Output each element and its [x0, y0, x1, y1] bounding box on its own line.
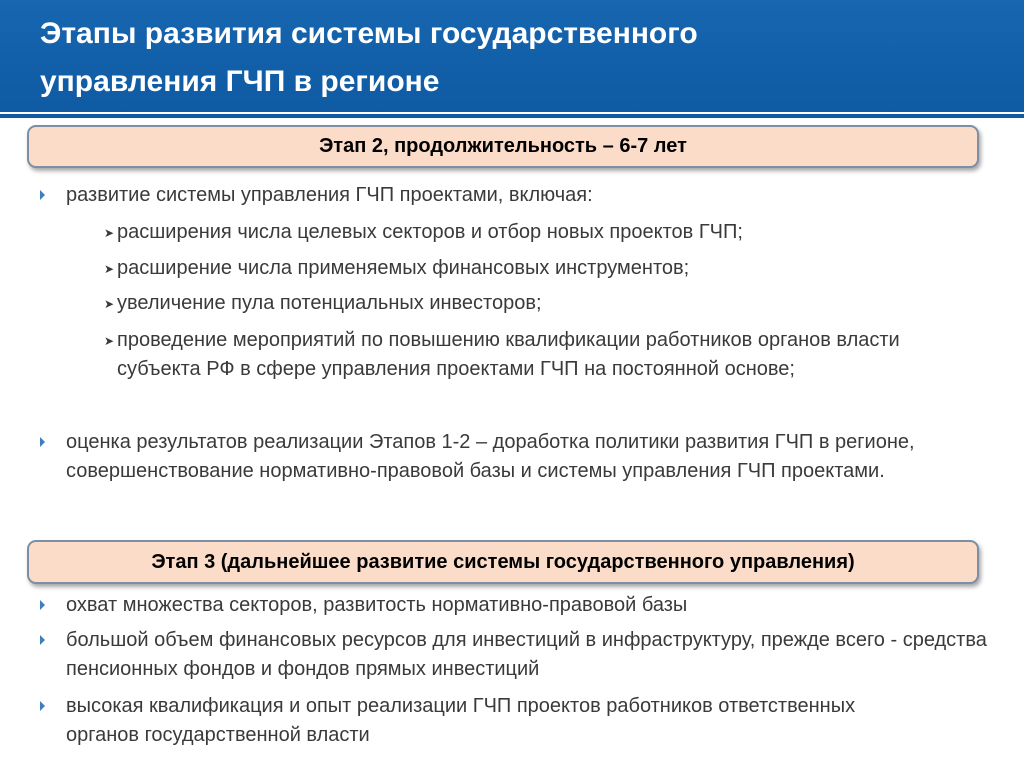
arrowhead-icon: ➤	[104, 297, 115, 311]
stage-2-banner	[27, 125, 979, 168]
arrowhead-icon: ➤	[104, 226, 115, 240]
bullet-text: охват множества секторов, развитость нормативно-правовой базы	[66, 594, 688, 616]
bullet-text: высокая квалификация и опыт реализации ГЧП проектов работников ответственных органов государственной власти	[66, 695, 856, 746]
arrowhead-icon: ➤	[104, 262, 115, 276]
stage-2-bullet-1	[66, 181, 996, 210]
triangle-right-icon	[40, 701, 45, 711]
stage-2-label: Этап 2, продолжительность – 6-7 лет	[319, 135, 687, 157]
sub-item-text: увеличение пула потенциальных инвесторов;	[117, 292, 542, 314]
slide-header	[0, 0, 1024, 118]
stage-3-banner	[27, 540, 979, 584]
bullet-text: развитие системы управления ГЧП проектами, включая:	[66, 184, 593, 206]
stage-2-sub-item-2	[104, 254, 977, 283]
stage-2-sub-item-4	[104, 326, 947, 384]
stage-2-sub-item-3	[104, 289, 977, 318]
triangle-right-icon	[40, 437, 45, 447]
triangle-right-icon	[40, 600, 45, 610]
triangle-right-icon	[40, 635, 45, 645]
stage-2-bullet-2	[66, 428, 996, 486]
sub-item-text: проведение мероприятий по повышению квалификации работников органов власти субъекта РФ в сфере управления проектами ГЧП на постоянной основе;	[117, 329, 900, 380]
stage-3-bullet-2	[66, 626, 996, 684]
header-divider	[0, 112, 1024, 114]
slide-title	[40, 10, 1000, 106]
slide-title-line-1: Этапы развития системы государственного	[40, 17, 698, 50]
stage-3-label: Этап 3 (дальнейшее развитие системы государственного управления)	[151, 551, 855, 573]
sub-item-text: расширение числа применяемых финансовых инструментов;	[117, 257, 690, 279]
bullet-text: большой объем финансовых ресурсов для инвестиций в инфраструктуру, прежде всего - средства пенсионных фондов и фондов прямых инвестиций	[66, 629, 987, 680]
arrowhead-icon: ➤	[104, 334, 115, 348]
sub-item-text: расширения числа целевых секторов и отбор новых проектов ГЧП;	[117, 221, 743, 243]
stage-3-bullet-3	[66, 692, 926, 750]
stage-3-bullet-1	[66, 591, 996, 620]
triangle-right-icon	[40, 190, 45, 200]
stage-2-sub-item-1	[104, 218, 977, 247]
bullet-text: оценка результатов реализации Этапов 1-2 – доработка политики развития ГЧП в регионе, совершенствование нормативно-правовой базы и системы управления ГЧП проектами.	[66, 431, 915, 482]
slide-title-line-2: управления ГЧП в регионе	[40, 65, 440, 98]
